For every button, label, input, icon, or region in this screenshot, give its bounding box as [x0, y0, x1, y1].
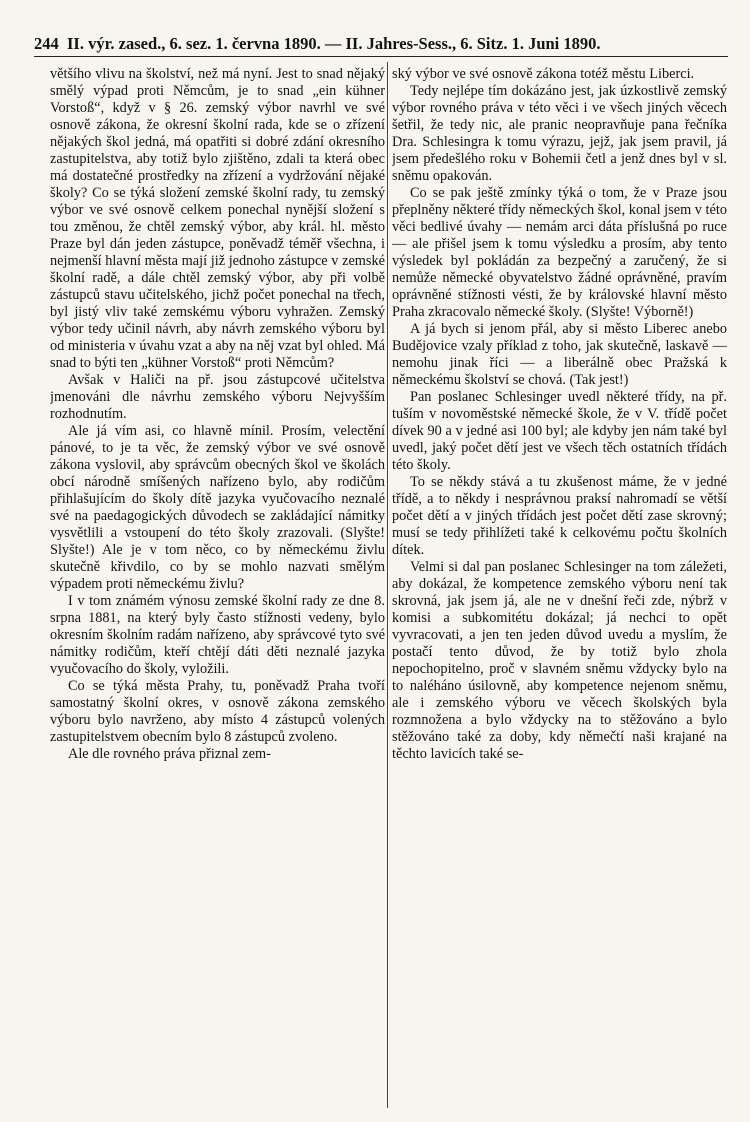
- paragraph: Pan poslanec Schlesinger uvedl některé třídy, na př. tuším v novoměstské německé škole, že v V. třídě počet dívek 90 a v jedné asi 100 byl; ale kdyby jen nám také byl uvedl, jaký počet dětí jest ve všech těch ostatních třídách této školy.: [392, 389, 727, 473]
- right-column: [392, 66, 727, 1106]
- paragraph: Tedy nejlépe tím dokázáno jest, jak úzkostlivě zemský výbor rovného práva v této věci i ve všech jiných věcech šetřil, že tedy nic, ale pranic neopravňuje pana řečníka Dra. Schlesingra k tomu výrazu, jejž, jak jsem pravil, já jsem předešlého roku v Bohemii četl a jenž dnes byl v sl. sněmu opakován.: [392, 83, 727, 184]
- header-rule: [34, 56, 728, 57]
- paragraph: Avšak v Haliči na př. jsou zástupcové učitelstva jmenováni dle návrhu zemského výboru Nejvyšším rozhodnutím.: [50, 372, 385, 422]
- paragraph: A já bych si jenom přál, aby si město Liberec anebo Budějovice vzaly příklad z toho, jak skutečně, laskavě — nemohu jinak říci — a liberálně obec Pražská k německému školství se chová. (Tak jest!): [392, 321, 727, 388]
- paragraph: Co se týká města Prahy, tu, poněvadž Praha tvoří samostatný školní okres, v osnově zákona zemského výboru bylo navrženo, aby místo 4 zástupců volených zastupitelstvem obecním bylo 8 zástupců zvoleno.: [50, 678, 385, 745]
- paragraph: většího vlivu na školství, než má nyní. Jest to snad nějaký smělý výpad proti Němcům, je to snad „ein kühner Vorstoß“, když v § 26. zemský výbor navrhl ve své osnově zákona, že okresní školní rada, kde se o zřízení nějakých škol jedná, má opatřiti si dobré zdání okresního zastupitelstva, aby totiž bylo zjištěno, zdali ta která obec má dostatečné prostředky na zřízení a vydržování nějaké školy? Co se týká složení zemské školní rady, tu zemský výbor ve své osnově celkem ponechal nynější složení s tou změnou, že chtěl zemský výbor, aby král. hl. město Praze byl dán jeden zástupce, poněvadž téměř všechna, i nejmenší hlavní města mají již jednoho zástupce v zemské školní radě, a dále chtěl zemský výbor, aby při volbě zástupců stavu učitelského, jichž počet ponechal na třech, byl jistý vliv také zemskému výboru vyhražen. Zemský výbor tedy učinil návrh, aby návrh zemského výboru byl od ministeria v úvahu vzat a aby na něj vzat byl ohled. Má snad to býti ten „kühner Vorstoß“ proti Němcům?: [50, 66, 385, 371]
- paragraph: Co se pak ještě zmínky týká o tom, že v Praze jsou přeplněny některé třídy německých škol, konal jsem v této věci bedlivé úvahy — nemám arci dáta příslušná po ruce — ale přišel jsem k tomu výsledku a prosím, aby tento výsledek byl pokládán za bezpečný a zaručený, že si nemůže německé obyvatelstvo žádné oprávněné, pravím oprávněné stížnosti vésti, že by královské hlavní město Praha zkracovalo německé školy. (Slyšte! Výborně!): [392, 185, 727, 320]
- header-title: II. výr. zased., 6. sez. 1. června 1890. — II. Jahres-Sess., 6. Sitz. 1. Juni 1890.: [67, 34, 601, 53]
- paragraph: Ale dle rovného práva přiznal zem-: [68, 746, 271, 762]
- paragraph: Velmi si dal pan poslanec Schlesinger na tom záležeti, aby dokázal, že kompetence zemského výboru není tak skrovná, jak jsem já, ale ne v dnešní řeči zde, nýbrž v komisi a subkomitétu dokázal; já nechci to opět vyvracovati, a jen ten jeden důvod uvedu a myslím, že postačí tento důvod, že by totiž bylo zhola nepochopitelno, proč v slavném sněmu vždycky bylo na to naléháno úsilovně, aby kompetence nejenom sněmu, ale i zemského výboru ve věcech školských byla rozmnožena a bylo vždycky na to stěžováno a bylo stěžováno také za doby, kdy němečtí naši krajané na těchto lavicích také se-: [392, 559, 727, 762]
- paragraph: I v tom známém výnosu zemské školní rady ze dne 8. srpna 1881, na který byly často stížnosti vedeny, bylo okresním školním radám nařízeno, aby správcové tyto své námitky rodičům, kteří chtějí dáti děti neznalé jazyka vyučovacího do školy, vyložili.: [50, 593, 385, 677]
- paragraph: Ale já vím asi, co hlavně mínil. Prosím, velectění pánové, to je ta věc, že zemský výbor ve své osnově zákona vyslovil, aby správcům obecných škol ve školách obcí národně smíšených nařízeno bylo, aby rodičům přihlašujícím do školy dítě jazyka vyučovacího neznalé své na paedagogických důvodech se zakládající námitky vysvětlili a vstoupení do této školy zrazovali. (Slyšte! Slyšte!) Ale je v tom něco, co by německému živlu skutečně křivdilo, co by se mohlo nazvati smělým výpadem proti německému živlu?: [50, 423, 385, 592]
- paragraph: To se někdy stává a tu zkušenost máme, že v jedné třídě, a to někdy i nesprávnou praksí nahromadí se větší počet dětí a v jiných třídách jest počet dětí zase skrovný; musí se tedy přihlížeti také k celkovému počtu školních dítek.: [392, 474, 727, 558]
- left-column: [50, 66, 385, 1106]
- column-divider: [387, 62, 388, 1108]
- running-header: [34, 34, 724, 54]
- paragraph: ský výbor ve své osnově zákona totéž městu Liberci.: [392, 66, 695, 82]
- page-number: 244: [34, 34, 59, 53]
